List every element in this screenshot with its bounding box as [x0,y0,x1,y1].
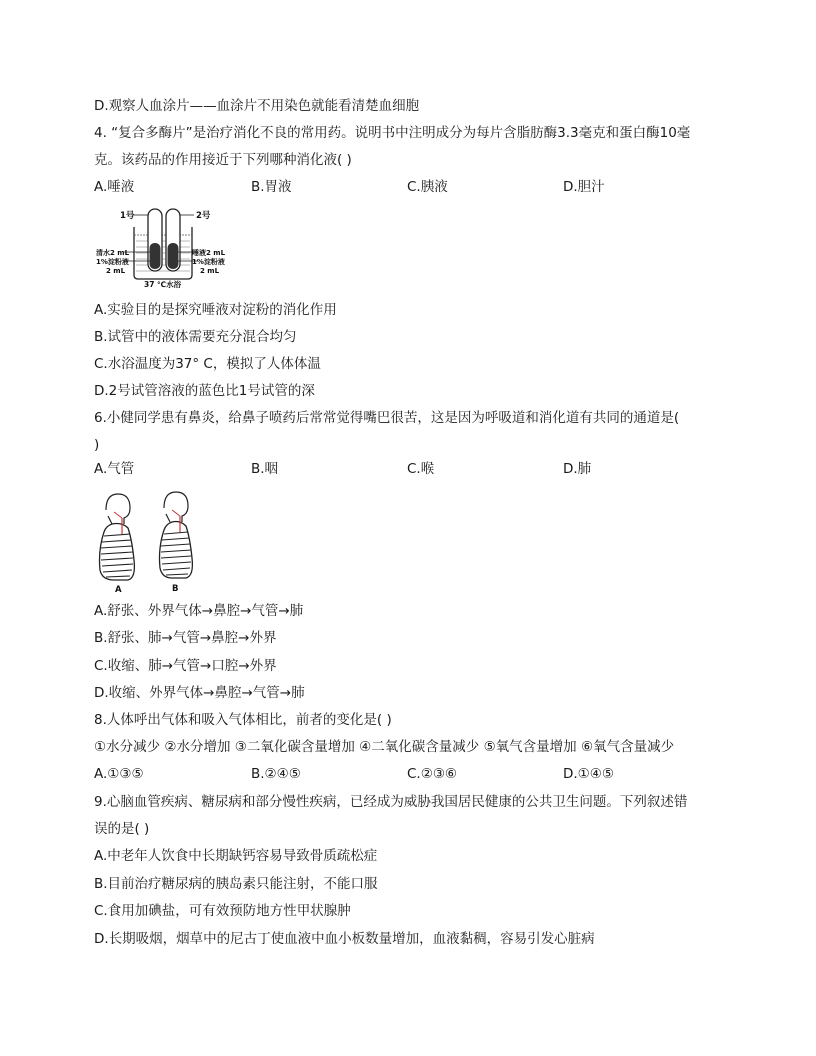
q8-choices: ①水分减少 ②水分增加 ③二氧化碳含量增加 ④二氧化碳含量减少 ⑤氧气含量增加 ⑥氧气含量减少 [94,739,675,755]
q9-stem-line2: 误的是( ) [94,821,150,837]
right-label-line1: 唾液2 mL [192,249,226,257]
q7-option-d: D.收缩、外界气体→鼻腔→气管→肺 [94,685,305,701]
q4-option-b: B.胃液 [251,179,292,195]
q4-option-c: C.胰液 [407,179,448,195]
q7-option-c: C.收缩、肺→气管→口腔→外界 [94,658,277,674]
left-label-line2: 1%淀粉液 [96,258,129,266]
q9-option-d: D.长期吸烟，烟草中的尼古丁使血液中血小板数量增加，血液黏稠，容易引发心脏病 [94,931,595,947]
q6-option-d: D.肺 [563,461,592,477]
q6-stem-line1: 6.小健同学患有鼻炎，给鼻子喷药后常常觉得嘴巴很苦，这是因为呼吸道和消化道有共同的通道是( [94,410,680,426]
q6-option-a: A.气管 [94,461,135,477]
test-tube-water-bath-figure [96,205,226,289]
breathing-torso-figure [92,488,212,596]
q5-option-c: C.水浴温度为37° C，模拟了人体体温 [94,356,321,372]
water-bath-label: 37 ℃水浴 [144,280,182,289]
q6-option-c: C.喉 [407,461,435,477]
left-label-line1: 清水2 mL [96,249,130,257]
figure-label-a: A [115,585,122,595]
q8-option-b: B.②④⑤ [251,766,301,782]
q4-option-d: D.胆汁 [563,179,605,195]
q7-option-b: B.舒张、肺→气管→鼻腔→外界 [94,630,277,646]
q4-stem-line2: 克。该药品的作用接近于下列哪种消化液( ) [94,152,352,168]
q9-option-b: B.目前治疗糖尿病的胰岛素只能注射，不能口服 [94,876,378,892]
q9-stem-line1: 9.心脑血管疾病、糖尿病和部分慢性疾病，已经成为威胁我国居民健康的公共卫生问题。下列叙述错 [94,794,688,810]
q4-option-a: A.唾液 [94,179,135,195]
q5-option-d: D.2号试管溶液的蓝色比1号试管的深 [94,383,315,399]
q5-option-a: A.实验目的是探究唾液对淀粉的消化作用 [94,302,337,318]
right-label-line2: 1%淀粉液 [192,258,225,266]
figure-label-b: B [172,584,179,594]
q8-option-d: D.①④⑤ [563,766,614,782]
tube2-label: 2号 [196,211,211,221]
q8-option-a: A.①③⑤ [94,766,144,782]
q8-stem: 8.人体呼出气体和吸入气体相比，前者的变化是( ) [94,712,392,728]
q8-option-c: C.②③⑥ [407,766,458,782]
q6-stem-line2: ) [94,437,100,453]
left-label-line3: 2 mL [106,267,126,275]
q9-option-c: C.食用加碘盐，可有效预防地方性甲状腺肿 [94,903,351,919]
tube1-label: 1号 [120,211,135,221]
right-label-line3: 2 mL [200,267,220,275]
q7-option-a: A.舒张、外界气体→鼻腔→气管→肺 [94,603,304,619]
q4-stem-line1: 4. “复合多酶片”是治疗消化不良的常用药。说明书中注明成分为每片含脂肪酶3.3毫克和蛋白酶10毫 [94,125,691,141]
q9-option-a: A.中老年人饮食中长期缺钙容易导致骨质疏松症 [94,848,378,864]
q5-option-b: B.试管中的液体需要充分混合均匀 [94,329,297,345]
torso-b-drawing [160,492,193,578]
q3-option-d: D.观察人血涂片——血涂片不用染色就能看清楚血细胞 [94,98,420,114]
torso-a-drawing [100,494,135,580]
q6-option-b: B.咽 [251,461,279,477]
